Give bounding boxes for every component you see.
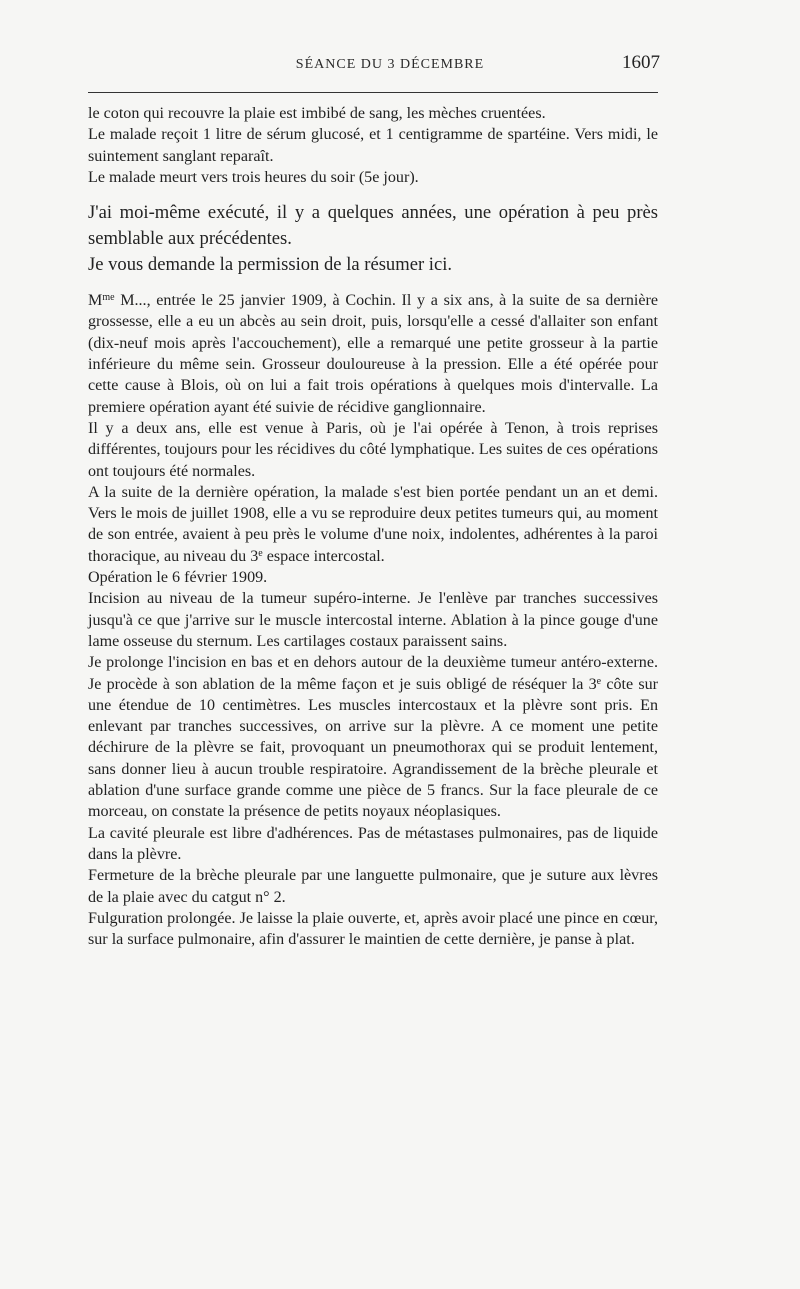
paragraph-case-3	[88, 482, 658, 567]
section-gap	[88, 278, 658, 290]
case-6-text-end: côte sur une étendue de 10 centimètres. Les muscles intercostaux et la plèvre sont pris. En enlevant par tranches successives, on arrive sur la plèvre. A ce moment une petite déchirure de la plèvre se fait, provoquant un pneumothorax qui se produit lentement, sans donner lieu à aucun trouble respiratoire. Agrandissement de la brèche pleurale et ablation d'une surface grande comme une pièce de 5 francs. Sur la face pleurale de ce morceau, on constate la présence de petits noyaux néoplasiques.	[88, 675, 658, 821]
paragraph-intro-2: Le malade reçoit 1 litre de sérum glucosé, et 1 centigramme de spartéine. Vers midi, le suintement sanglant reparaît.	[88, 126, 658, 165]
salutation: M	[88, 292, 103, 310]
case-3-text: A la suite de la dernière opération, la malade s'est bien portée pendant un an et demi. Vers le mois de juillet 1908, elle a vu se reproduire deux petites tumeurs qui, au moment de son entrée, avaient à peu près le volume d'une noix, indolentes, adhérentes à la paroi thoracique, au niveau du 3	[88, 483, 658, 565]
section-gap	[88, 188, 658, 200]
paragraph-case-6	[88, 652, 658, 822]
salutation-superscript: me	[102, 292, 115, 304]
paragraph-case-2: Il y a deux ans, elle est venue à Paris, où je l'ai opérée à Tenon, à trois reprises différentes, toujours pour les récidives du côté lymphatique. Les suites de ces opérations ont toujours été normales.	[88, 419, 658, 480]
paragraph-intro-1: le coton qui recouvre la plaie est imbibé de sang, les mèches cruentées.	[88, 105, 546, 122]
page-header	[88, 52, 660, 78]
paragraph-statement-1: J'ai moi-même exécuté, il y a quelques années, une opération à peu près semblable aux précédentes.	[88, 202, 658, 250]
case-3-text-end: espace intercostal.	[262, 547, 385, 565]
paragraph-case-9: Fulguration prolongée. Je laisse la plaie ouverte, et, après avoir placé une pince en cœur, sur la surface pulmonaire, afin d'assurer le maintien de cette dernière, je panse à plat.	[88, 909, 658, 949]
paragraph-intro-3: Le malade meurt vers trois heures du soir (5e jour).	[88, 168, 419, 186]
case-3-superscript: e	[258, 547, 263, 559]
header-rule	[88, 92, 658, 93]
paragraph-case-7: La cavité pleurale est libre d'adhérences. Pas de métastases pulmonaires, pas de liquide dans la plèvre.	[88, 824, 658, 863]
paragraph-statement-2: Je vous demande la permission de la résumer ici.	[88, 254, 453, 276]
paragraph-case-4: Opération le 6 février 1909.	[88, 569, 268, 587]
paragraph-case-8: Fermeture de la brèche pleurale par une languette pulmonaire, que je suture aux lèvres de la plaie avec du catgut n° 2.	[88, 867, 658, 906]
case-first-text: M..., entrée le 25 janvier 1909, à Cochin. Il y a six ans, à la suite de sa dernière grossesse, elle a eu un abcès au sein droit, puis, lorsqu'elle a cessé d'allaiter son enfant (dix-neuf mois après l'accouchement), elle a remarqué une petite grosseur à la partie inférieure du même sein. Grosseur douloureuse à la pression. Elle a été opérée pour cette cause à Blois, où on lui a fait trois opérations à quelques mois d'intervalle. La premiere opération ayant été suivie de récidive ganglionnaire.	[88, 292, 658, 416]
paragraph-case-5: Incision au niveau de la tumeur supéro-interne. Je l'enlève par tranches successives jusqu'à ce que j'arrive sur le muscle intercostal interne. Ablation à la pince gouge d'une lame osseuse du sternum. Les cartilages costaux paraissent sains.	[88, 590, 658, 650]
case-6-superscript: e	[596, 675, 602, 687]
page-number: 1607	[622, 52, 660, 73]
body-text	[88, 103, 658, 950]
paragraph-case-1	[88, 290, 658, 418]
statement-block	[88, 200, 658, 278]
running-title: SÉANCE DU 3 DÉCEMBRE	[295, 57, 485, 72]
case-6-text: Je prolonge l'incision en bas et en dehors autour de la deuxième tumeur antéro-externe. Je procède à son ablation de la même façon et je suis obligé de réséquer la 3	[88, 654, 658, 693]
